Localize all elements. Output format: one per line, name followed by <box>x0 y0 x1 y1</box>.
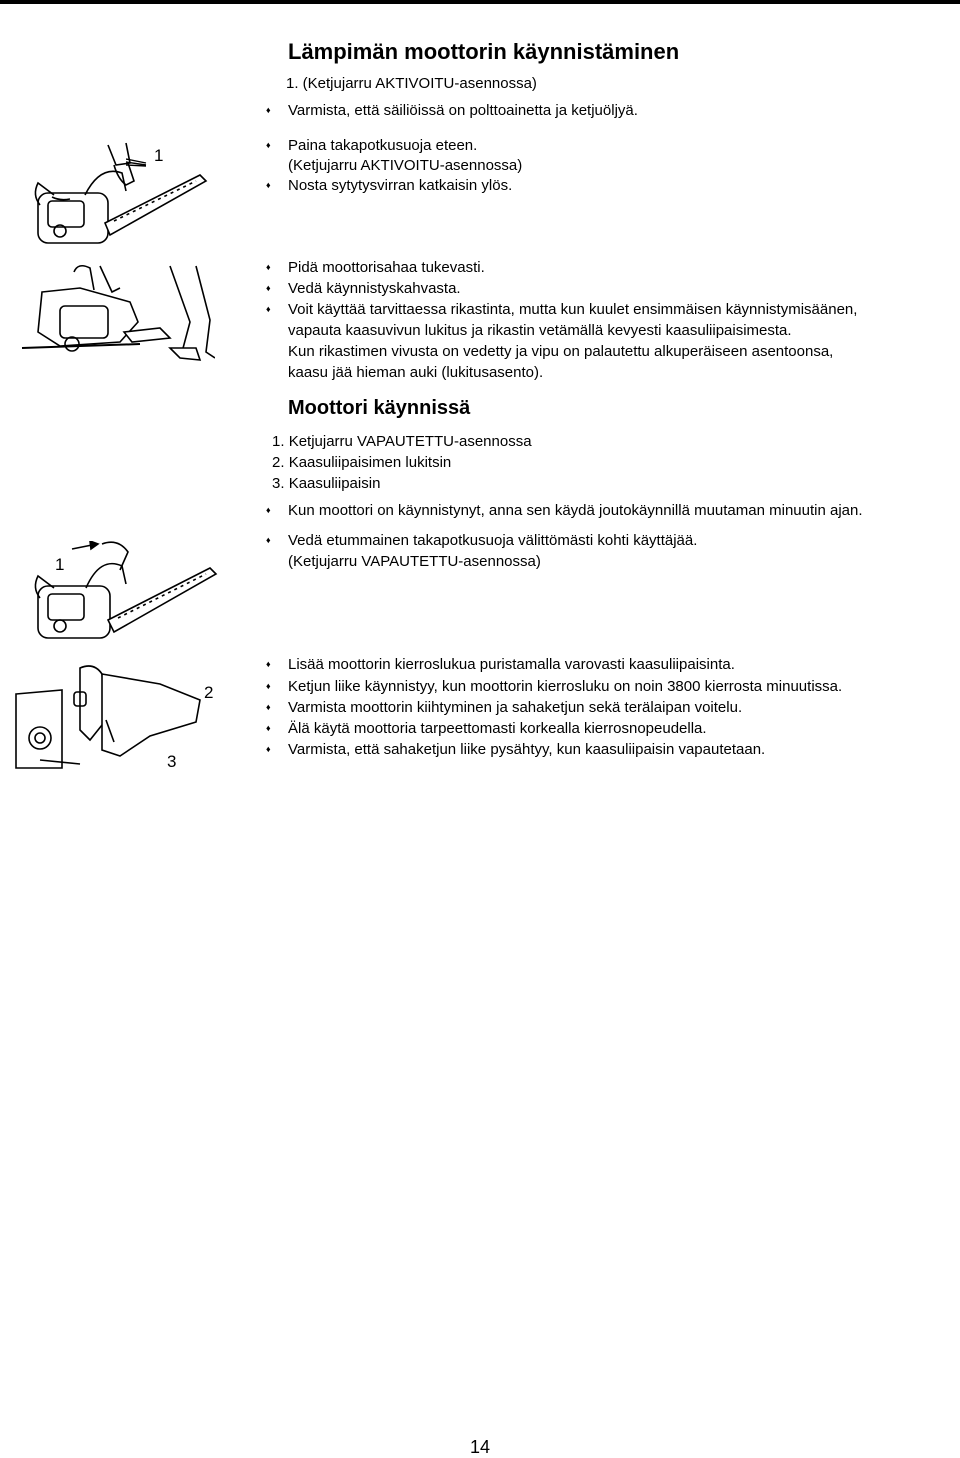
item-text: Kaasuliipaisin <box>288 475 381 492</box>
illustration-chainsaw-brake-activate <box>30 135 210 250</box>
item-number: 3. <box>272 475 285 492</box>
note-brake-activated: (Ketjujarru AKTIVOITU-asennossa) <box>288 157 523 174</box>
bullet-hold-saw: ♦ Pidä moottorisahaa tukevasti. <box>288 258 485 278</box>
figure-label-1: 1 <box>154 146 164 165</box>
item-text: Kaasuliipaisimen lukitsin <box>288 454 452 471</box>
step-1: 1. (Ketjujarru AKTIVOITU-asennossa) <box>286 75 537 92</box>
numbered-item-3 <box>272 474 380 494</box>
bullet-push-guard: ♦ Paina takapotkusuoja eteen. <box>288 136 477 156</box>
numbered-item-1 <box>272 432 532 452</box>
section-title-warm-start: Lämpimän moottorin käynnistäminen <box>288 39 680 64</box>
bullet-pull-handle: ♦ Vedä käynnistyskahvasta. <box>288 279 461 299</box>
illustration-person-starting-saw <box>20 262 215 380</box>
bullet-increase-rpm: ♦ Lisää moottorin kierroslukua puristamalla varovasti kaasuliipaisinta. <box>288 655 735 675</box>
bullet-chain-stops: ♦ Varmista, että sahaketjun liike pysähtyy, kun kaasuliipaisin vapautetaan. <box>288 740 765 760</box>
page-number: 14 <box>470 1437 491 1457</box>
section-title-engine-running: Moottori käynnissä <box>288 397 471 419</box>
illustration-chainsaw-brake-release <box>28 536 218 648</box>
figure-label-1b: 1 <box>55 555 65 574</box>
text-continuation-2: Kun rikastimen vivusta on vedetty ja vipu on palautettu alkuperäiseen asentoonsa, <box>288 343 834 360</box>
item-number: 2. <box>272 454 285 471</box>
item-text: Ketjujarru VAPAUTETTU-asennossa <box>288 433 532 450</box>
figure-label-3: 3 <box>167 752 177 771</box>
top-rule <box>0 0 960 4</box>
text-continuation-1: vapauta kaasuvivun lukitus ja rikastin vetämällä kevyesti kaasuliipaisimesta. <box>288 322 792 339</box>
numbered-item-2 <box>272 453 451 473</box>
bullet-chain-moves: ♦ Ketjun liike käynnistyy, kun moottorin kierrosluku on noin 3800 kierrosta minuutissa. <box>288 677 842 697</box>
bullet-ignition: ♦ Nosta sytytysvirran katkaisin ylös. <box>288 176 512 196</box>
bullet-fuel: ♦ Varmista, että säiliöissä on polttoainetta ja ketjuöljyä. <box>288 101 638 121</box>
bullet-choke: ♦ Voit käyttää tarvittaessa rikastinta, mutta kun kuulet ensimmäisen käynnistymisäänen, <box>288 300 857 320</box>
bullet-no-high-rpm: ♦ Älä käytä moottoria tarpeettomasti korkealla kierrosnopeudella. <box>288 719 707 739</box>
bullet-pull-guard: ♦ Vedä etummainen takapotkusuoja välittömästi kohti käyttäjää. <box>288 531 697 551</box>
illustration-throttle-detail <box>10 660 210 770</box>
motion-lines-icon <box>126 154 148 164</box>
bullet-lubrication: ♦ Varmista moottorin kiihtyminen ja sahaketjun sekä terälaipan voitelu. <box>288 698 742 718</box>
note-brake-released: (Ketjujarru VAPAUTETTU-asennossa) <box>288 553 541 570</box>
figure-label-2: 2 <box>204 683 214 702</box>
text-continuation-3: kaasu jää hieman auki (lukitusasento). <box>288 364 544 381</box>
item-number: 1. <box>272 433 285 450</box>
arrow-icon <box>70 540 100 552</box>
bullet-idle: ♦ Kun moottori on käynnistynyt, anna sen käydä joutokäynnillä muutaman minuutin ajan. <box>288 501 863 521</box>
